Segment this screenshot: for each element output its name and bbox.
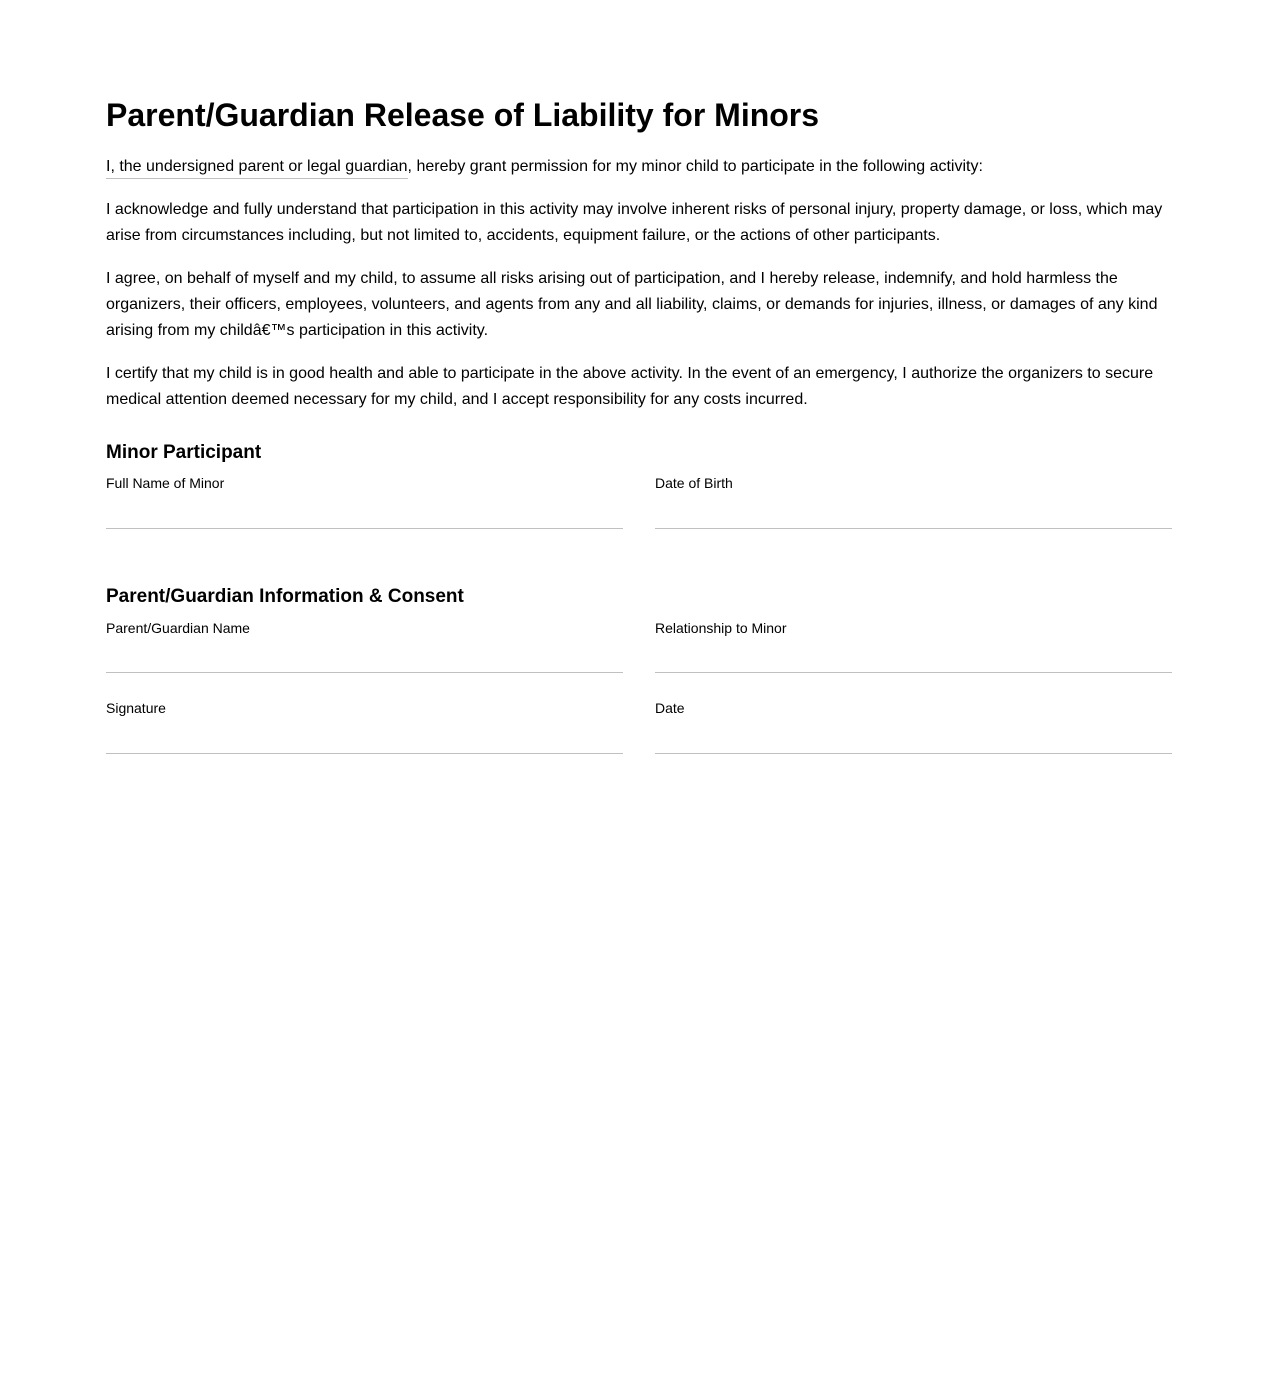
minor-participant-fields <box>106 474 1172 529</box>
intro-underlined-phrase: I, the undersigned parent or legal guardian <box>106 158 408 179</box>
signature-field <box>106 699 623 754</box>
full-name-of-minor-input-line[interactable] <box>106 494 623 529</box>
parent-guardian-consent-heading: Parent/Guardian Information & Consent <box>106 585 464 607</box>
relationship-to-minor-label: Relationship to Minor <box>655 619 787 636</box>
intro-paragraph-rest: , hereby grant permission for my minor child to participate in the following activity: <box>407 158 983 176</box>
signature-label: Signature <box>106 700 166 717</box>
section-minor-participant <box>106 442 1172 529</box>
paragraph-health-certification: I certify that my child is in good health and able to participate in the above activity. In the event of an emergency, I authorize the organizers to secure medical attention deemed necessary for my child, and I accept responsibility for any costs incurred. <box>106 364 1154 409</box>
liability-waiver-document <box>106 96 1172 834</box>
parent-guardian-fields <box>106 619 1172 754</box>
paragraph-release-of-liability: I agree, on behalf of myself and my child, to assume all risks arising out of participation, and I hereby release, indemnify, and hold harmless the organizers, their officers, employees, volunteers, and agents from any and all liability, claims, or demands for injuries, illness, or damages of any kind arising from my childâ€™s participation in this activity. <box>106 269 1158 340</box>
section-parent-guardian-consent <box>106 586 1172 754</box>
intro-paragraph <box>106 154 1172 180</box>
full-name-of-minor-label: Full Name of Minor <box>106 475 225 492</box>
relationship-to-minor-input-line[interactable] <box>655 638 1172 673</box>
minor-participant-heading: Minor Participant <box>106 441 262 463</box>
full-name-of-minor-field <box>106 474 623 529</box>
signature-input-line[interactable] <box>106 719 623 754</box>
date-of-birth-input-line[interactable] <box>655 494 1172 529</box>
parent-guardian-name-input-line[interactable] <box>106 638 623 673</box>
parent-guardian-name-field <box>106 619 623 674</box>
parent-guardian-name-label: Parent/Guardian Name <box>106 619 250 636</box>
date-input-line[interactable] <box>655 719 1172 754</box>
date-field <box>655 699 1172 754</box>
date-of-birth-field <box>655 474 1172 529</box>
date-label: Date <box>655 700 685 717</box>
paragraph-risk-acknowledgement: I acknowledge and fully understand that participation in this activity may involve inherent risks of personal injury, property damage, or loss, which may arise from circumstances including, but not limited to, accidents, equipment failure, or the actions of other participants. <box>106 200 1163 245</box>
page-title: Parent/Guardian Release of Liability for Minors <box>106 97 820 133</box>
relationship-to-minor-field <box>655 619 1172 674</box>
date-of-birth-label: Date of Birth <box>655 475 733 492</box>
